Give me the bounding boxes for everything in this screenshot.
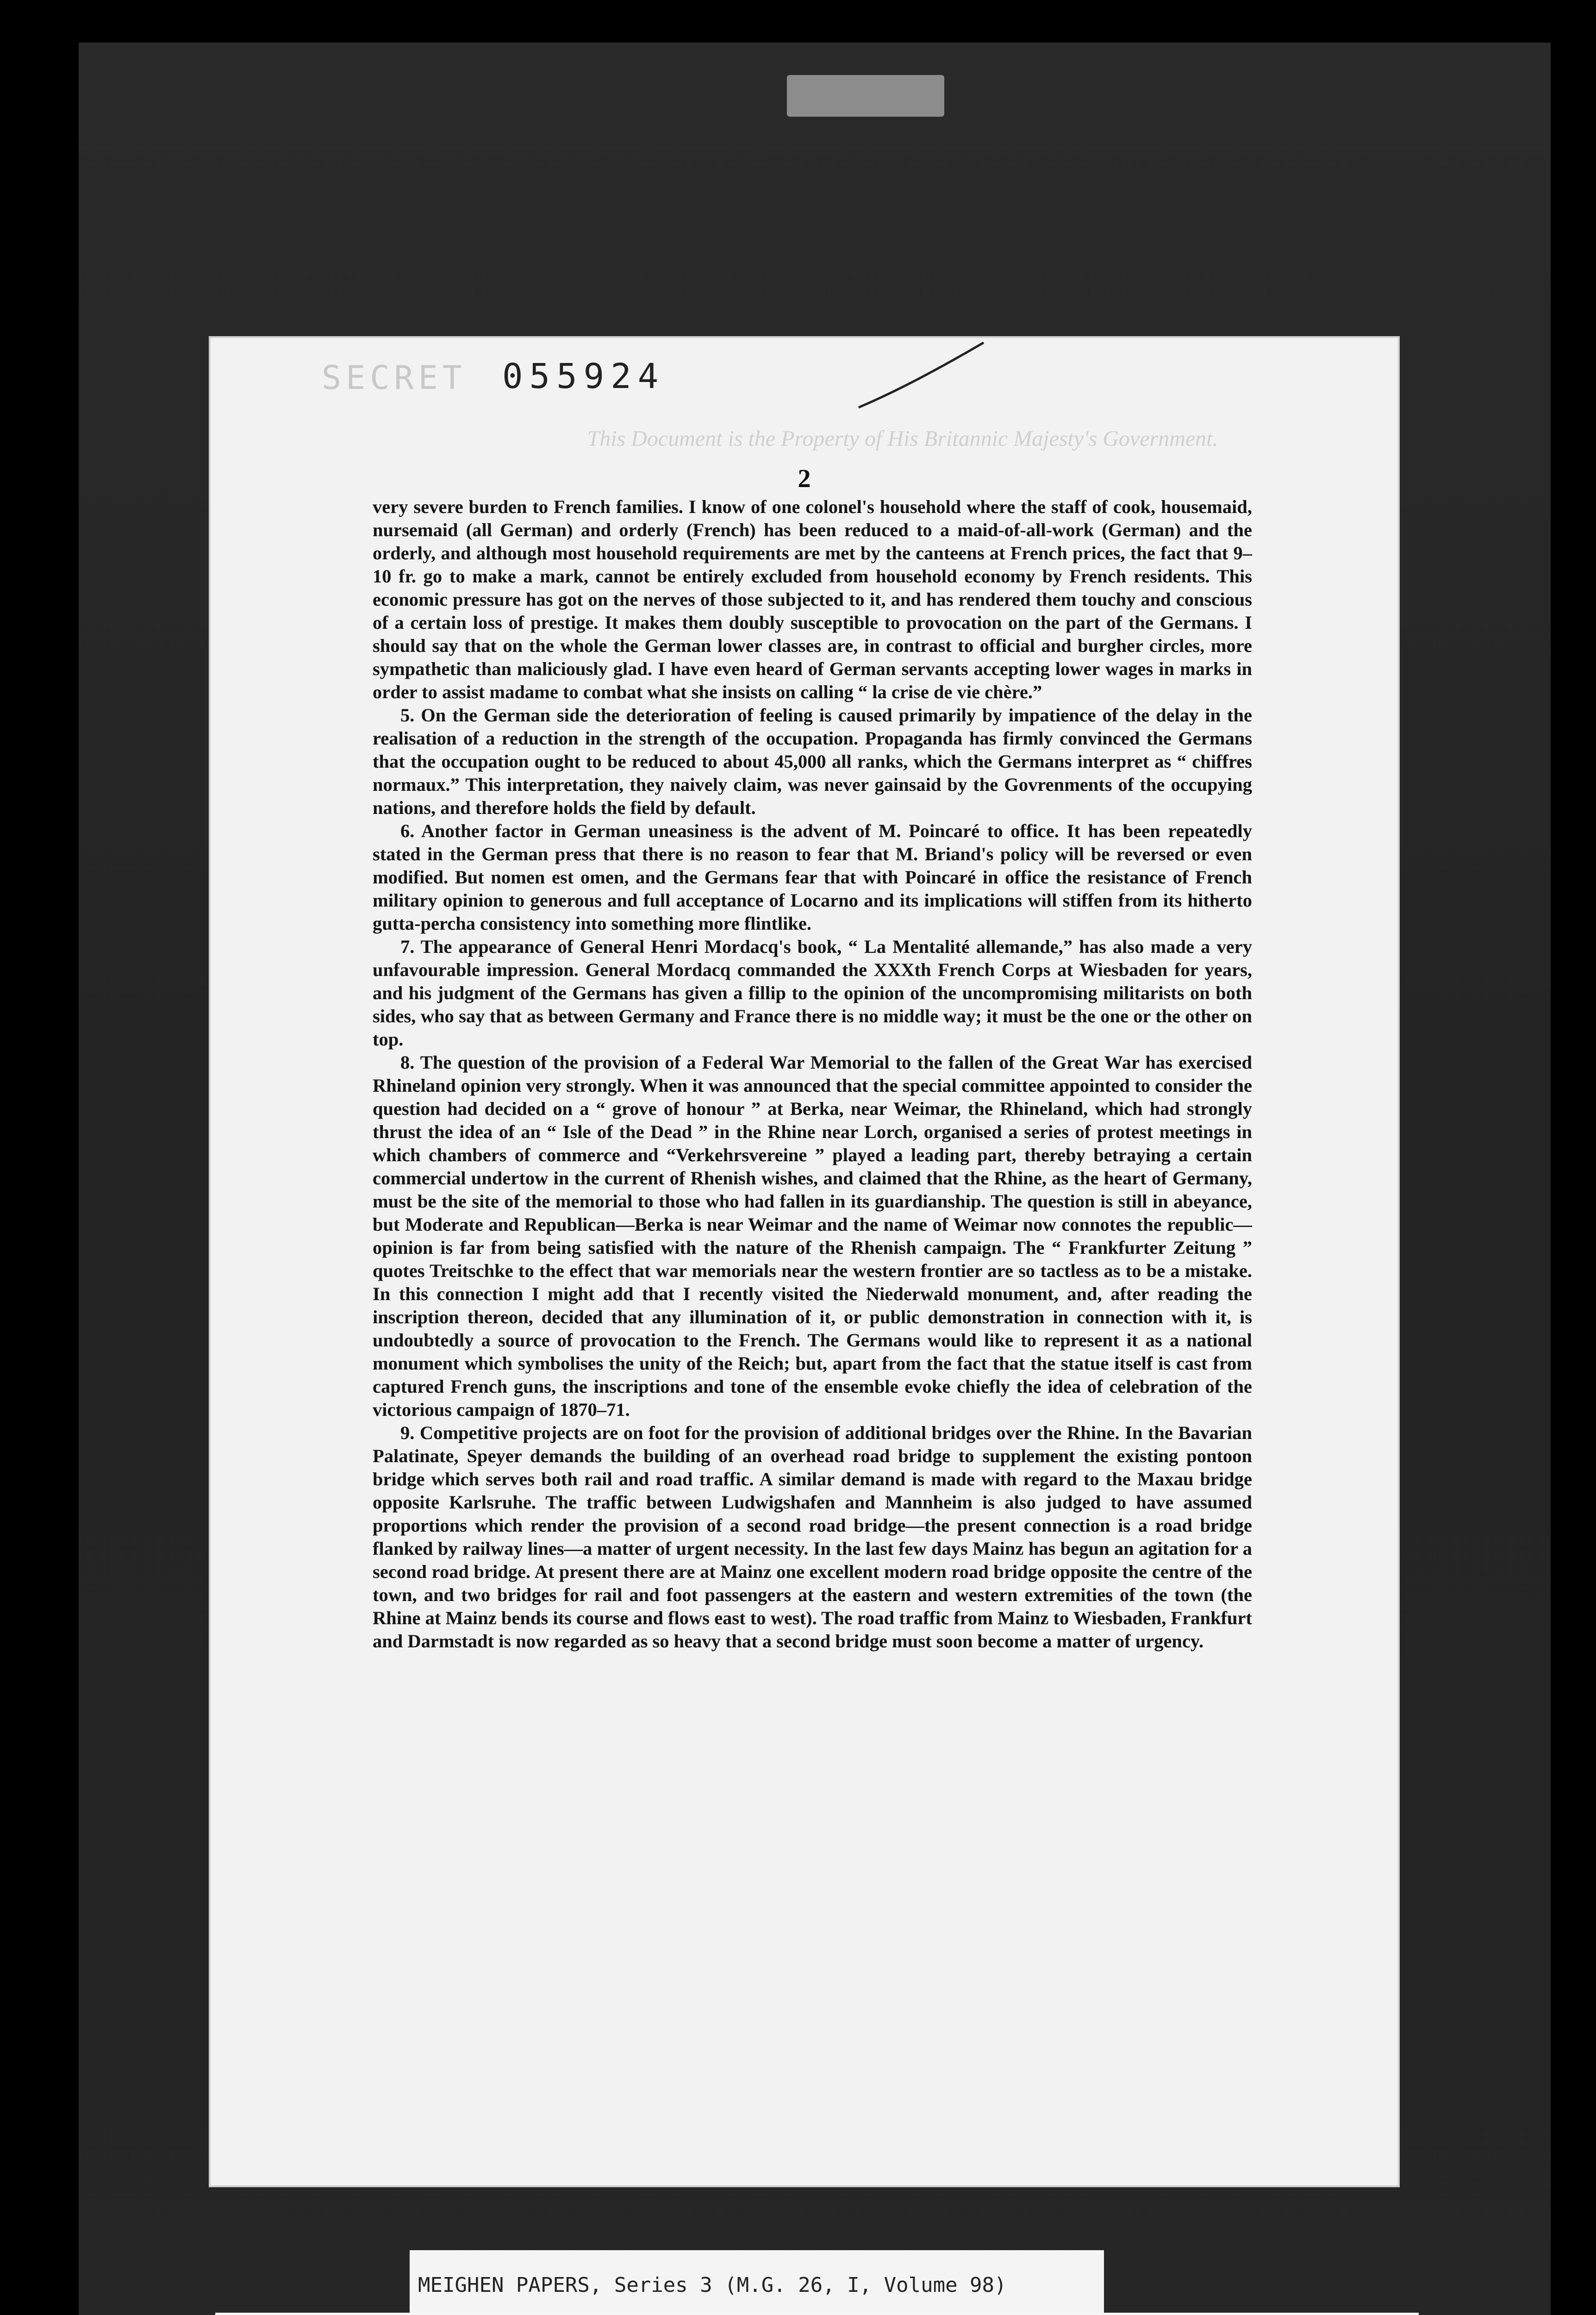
document-body: [373, 495, 1252, 1653]
paragraph-6: 6. Another factor in German uneasiness is the advent of M. Poincaré to office. It has been repeatedly stated in the German press that there is no reason to fear that M. Briand's policy will be reversed or even modified. But nomen est omen, and the Germans fear that with Poincaré in office the resistance of French military opinion to generous and full acceptance of Locarno and its implications will stiffen from its hitherto gutta-percha consistency into something more flintlike.: [373, 820, 1252, 934]
page-number: 2: [798, 464, 811, 493]
paragraph-9: 9. Competitive projects are on foot for the provision of additional bridges over the Rhine. In the Bavarian Palatinate, Speyer demands the building of an overhead road bridge to supplement the existing pontoon bridge which serves both rail and road traffic. A similar demand is made with regard to the Maxau bridge opposite Karlsruhe. The traffic between Ludwigshafen and Mannheim is also judged to have assumed proportions which render the provision of a second road bridge—the present connection is a road bridge flanked by railway lines—a matter of urgent necessity. In the last few days Mainz has begun an agitation for a second road bridge. At present there are at Mainz one excellent modern road bridge opposite the centre of the town, and two bridges for rail and foot passengers at the eastern and western extremities of the town (the Rhine at Mainz bends its course and flows east to west). The road traffic from Mainz to Wiesbaden, Frankfurt and Darmstadt is now regarded as so heavy that a second bridge must soon become a matter of urgency.: [373, 1422, 1252, 1652]
reference-label-text: MEIGHEN PAPERS, Series 3 (M.G. 26, I, Volume 98): [418, 2273, 1007, 2297]
paragraph-7: 7. The appearance of General Henri Mordacq's book, “ La Mentalité allemande,” has also made a very unfavourable impression. General Mordacq commanded the XXXth French Corps at Wiesbaden for years, and his judgment of the Germans has given a fillip to the opinion of the uncompromising militarists on both sides, who say that as between Germany and France there is no middle way; it must be the one or the other on top.: [373, 936, 1252, 1050]
faint-header: This Document is the Property of His Britannic Majesty's Government.: [587, 426, 1218, 451]
paragraph-continuation: very severe burden to French families. I know of one colonel's household where the staff of cook, housemaid, nursemaid (all German) and orderly (French) has been reduced to a maid-of-all-work (German) and the orderly, and although most household requirements are met by the canteens at French prices, the fact that 9–10 fr. go to make a mark, cannot be entirely excluded from household economy by French residents. This economic pressure has got on the nerves of those subjected to it, and has rendered them touchy and conscious of a certain loss of prestige. It makes them doubly susceptible to provocation on the part of the Germans. I should say that on the whole the German lower classes are, in contrast to official and burgher circles, more sympathetic than maliciously glad. I have even heard of German servants accepting lower wages in marks in order to assist madame to combat what she insists on calling “ la crise de vie chère.”: [373, 496, 1252, 702]
reference-label: [410, 2250, 1104, 2315]
archives-card: [215, 2313, 1419, 2315]
binder-clip: [787, 75, 944, 117]
pencil-mark-icon: [849, 338, 988, 412]
document-sheet: [211, 338, 1398, 2185]
faint-stamp: SECRET: [322, 359, 467, 397]
paragraph-8: 8. The question of the provision of a Federal War Memorial to the fallen of the Great War has exercised Rhineland opinion very strongly. When it was announced that the special committee appointed to consider the question had decided on a “ grove of honour ” at Berka, near Weimar, the Rhineland, which had strongly thrust the idea of an “ Isle of the Dead ” in the Rhine near Lorch, organised a series of protest meetings in which chambers of commerce and “Verkehrsvereine ” played a leading part, thereby betraying a certain commercial undertow in the current of Rhenish wishes, and claimed that the Rhine, as the heart of Germany, must be the site of the memorial to those who had fallen in its guardianship. The question is still in abeyance, but Moderate and Republican—Berka is near Weimar and the name of Weimar now connotes the republic—opinion is far from being satisfied with the nature of the Rhenish campaign. The “ Frankfurter Zeitung ” quotes Treitschke to the effect that war memorials near the western frontier are so tactless as to be a mistake. In this connection I might add that I recently visited the Niederwald monument, and, after reading the inscription thereon, decided that any illumination of it, or public demonstration in connection with it, is undoubtedly a source of provocation to the French. The Germans would like to represent it as a national monument which symbolises the unity of the Reich; but, apart from the fact that the statue itself is cast from captured French guns, the inscriptions and tone of the ensemble evoke chiefly the idea of celebration of the victorious campaign of 1870–71.: [373, 1052, 1252, 1420]
document-stamp-number: 055924: [502, 357, 665, 396]
paragraph-5: 5. On the German side the deterioration of feeling is caused primarily by impatience of the delay in the realisation of a reduction in the strength of the occupation. Propaganda has firmly convinced the Germans that the occupation ought to be reduced to about 45,000 all ranks, which the Germans interpret as “ chiffres normaux.” This interpretation, they naively claim, was never gainsaid by the Govrenments of the occupying nations, and therefore holds the field by default.: [373, 705, 1252, 818]
